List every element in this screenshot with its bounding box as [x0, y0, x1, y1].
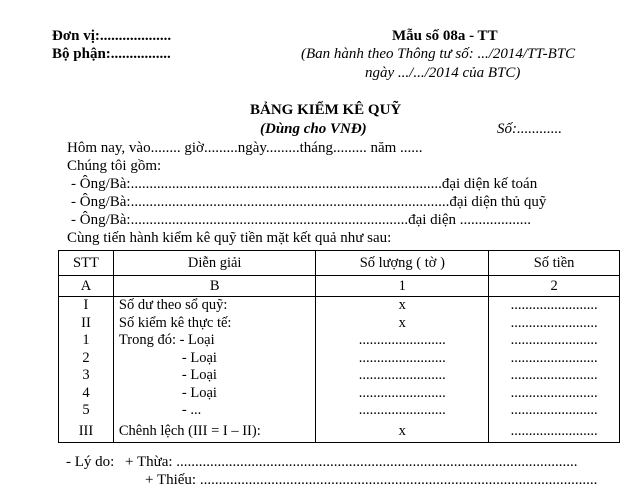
row-quantity: ........................ — [316, 385, 489, 403]
surplus-line: + Thừa: ........................................................................................................... — [125, 454, 578, 470]
row-quantity: x — [316, 315, 489, 333]
row-description: Chênh lệch (III = I – II): — [113, 420, 316, 443]
header-stt: STT — [59, 251, 114, 276]
row-stt: 1 — [59, 332, 114, 350]
row-description: - Loại — [113, 367, 316, 385]
row-amount: ........................ — [489, 332, 620, 350]
row-description: Trong đó: - Loại — [113, 332, 316, 350]
row-stt: 2 — [59, 350, 114, 368]
row-description: - ... — [113, 402, 316, 420]
cash-count-table — [58, 250, 620, 443]
row-amount: ........................ — [489, 385, 620, 403]
reason-label: - Lý do: — [66, 454, 115, 470]
table-row — [59, 350, 620, 368]
proceed-line: Cùng tiến hành kiểm kê quỹ tiền mặt kết quả như sau: — [67, 230, 392, 246]
table-header-row — [59, 251, 620, 276]
code-2: 2 — [489, 276, 620, 297]
row-stt: 4 — [59, 385, 114, 403]
row-amount: ........................ — [489, 420, 620, 443]
row-stt: II — [59, 315, 114, 333]
row-amount: ........................ — [489, 297, 620, 315]
form-number: Mẫu số 08a - TT — [392, 28, 498, 44]
unit-field: Đơn vị:................... — [52, 28, 172, 44]
document-number: Số:............ — [497, 121, 562, 137]
table-row — [59, 367, 620, 385]
row-quantity: ........................ — [316, 350, 489, 368]
row-quantity: ........................ — [316, 367, 489, 385]
row-amount: ........................ — [489, 315, 620, 333]
code-a: A — [59, 276, 114, 297]
row-description: - Loại — [113, 350, 316, 368]
row-quantity: ........................ — [316, 332, 489, 350]
row-stt: I — [59, 297, 114, 315]
row-amount: ........................ — [489, 402, 620, 420]
document-subtitle: (Dùng cho VNĐ) — [260, 121, 367, 137]
row-quantity: x — [316, 297, 489, 315]
row-description: - Loại — [113, 385, 316, 403]
row-stt: III — [59, 420, 114, 443]
row-amount: ........................ — [489, 367, 620, 385]
member-cashier: - Ông/Bà:.....................................................................................đại diện thủ quỹ — [71, 194, 547, 210]
members-label: Chúng tôi gồm: — [67, 158, 162, 174]
issued-by-line-1: (Ban hành theo Thông tư số: .../2014/TT-BTC — [301, 46, 576, 62]
table-row — [59, 332, 620, 350]
table-row — [59, 385, 620, 403]
shortage-line: + Thiếu: .......................................................................................................... — [145, 472, 598, 488]
row-quantity: x — [316, 420, 489, 443]
row-quantity: ........................ — [316, 402, 489, 420]
row-description: Số dư theo sổ quỹ: — [113, 297, 316, 315]
code-b: B — [113, 276, 316, 297]
row-description: Số kiểm kê thực tế: — [113, 315, 316, 333]
code-1: 1 — [316, 276, 489, 297]
header-quantity: Số lượng ( tờ ) — [316, 251, 489, 276]
row-stt: 3 — [59, 367, 114, 385]
member-other: - Ông/Bà:..........................................................................đại diện ................... — [71, 212, 531, 228]
table-row — [59, 297, 620, 315]
member-accountant: - Ông/Bà:...................................................................................đại diện kế toán — [71, 176, 538, 192]
table-row — [59, 402, 620, 420]
table-row — [59, 315, 620, 333]
row-stt: 5 — [59, 402, 114, 420]
issued-by-line-2: ngày .../.../2014 của BTC) — [365, 65, 521, 81]
table-row — [59, 420, 620, 443]
department-field: Bộ phận:................ — [52, 46, 171, 62]
header-description: Diễn giải — [113, 251, 316, 276]
document-title: BẢNG KIỂM KÊ QUỸ — [250, 102, 402, 118]
date-line: Hôm nay, vào........ giờ.........ngày.........tháng......... năm ...... — [67, 140, 423, 156]
row-amount: ........................ — [489, 350, 620, 368]
header-amount: Số tiền — [489, 251, 620, 276]
table-code-row — [59, 276, 620, 297]
